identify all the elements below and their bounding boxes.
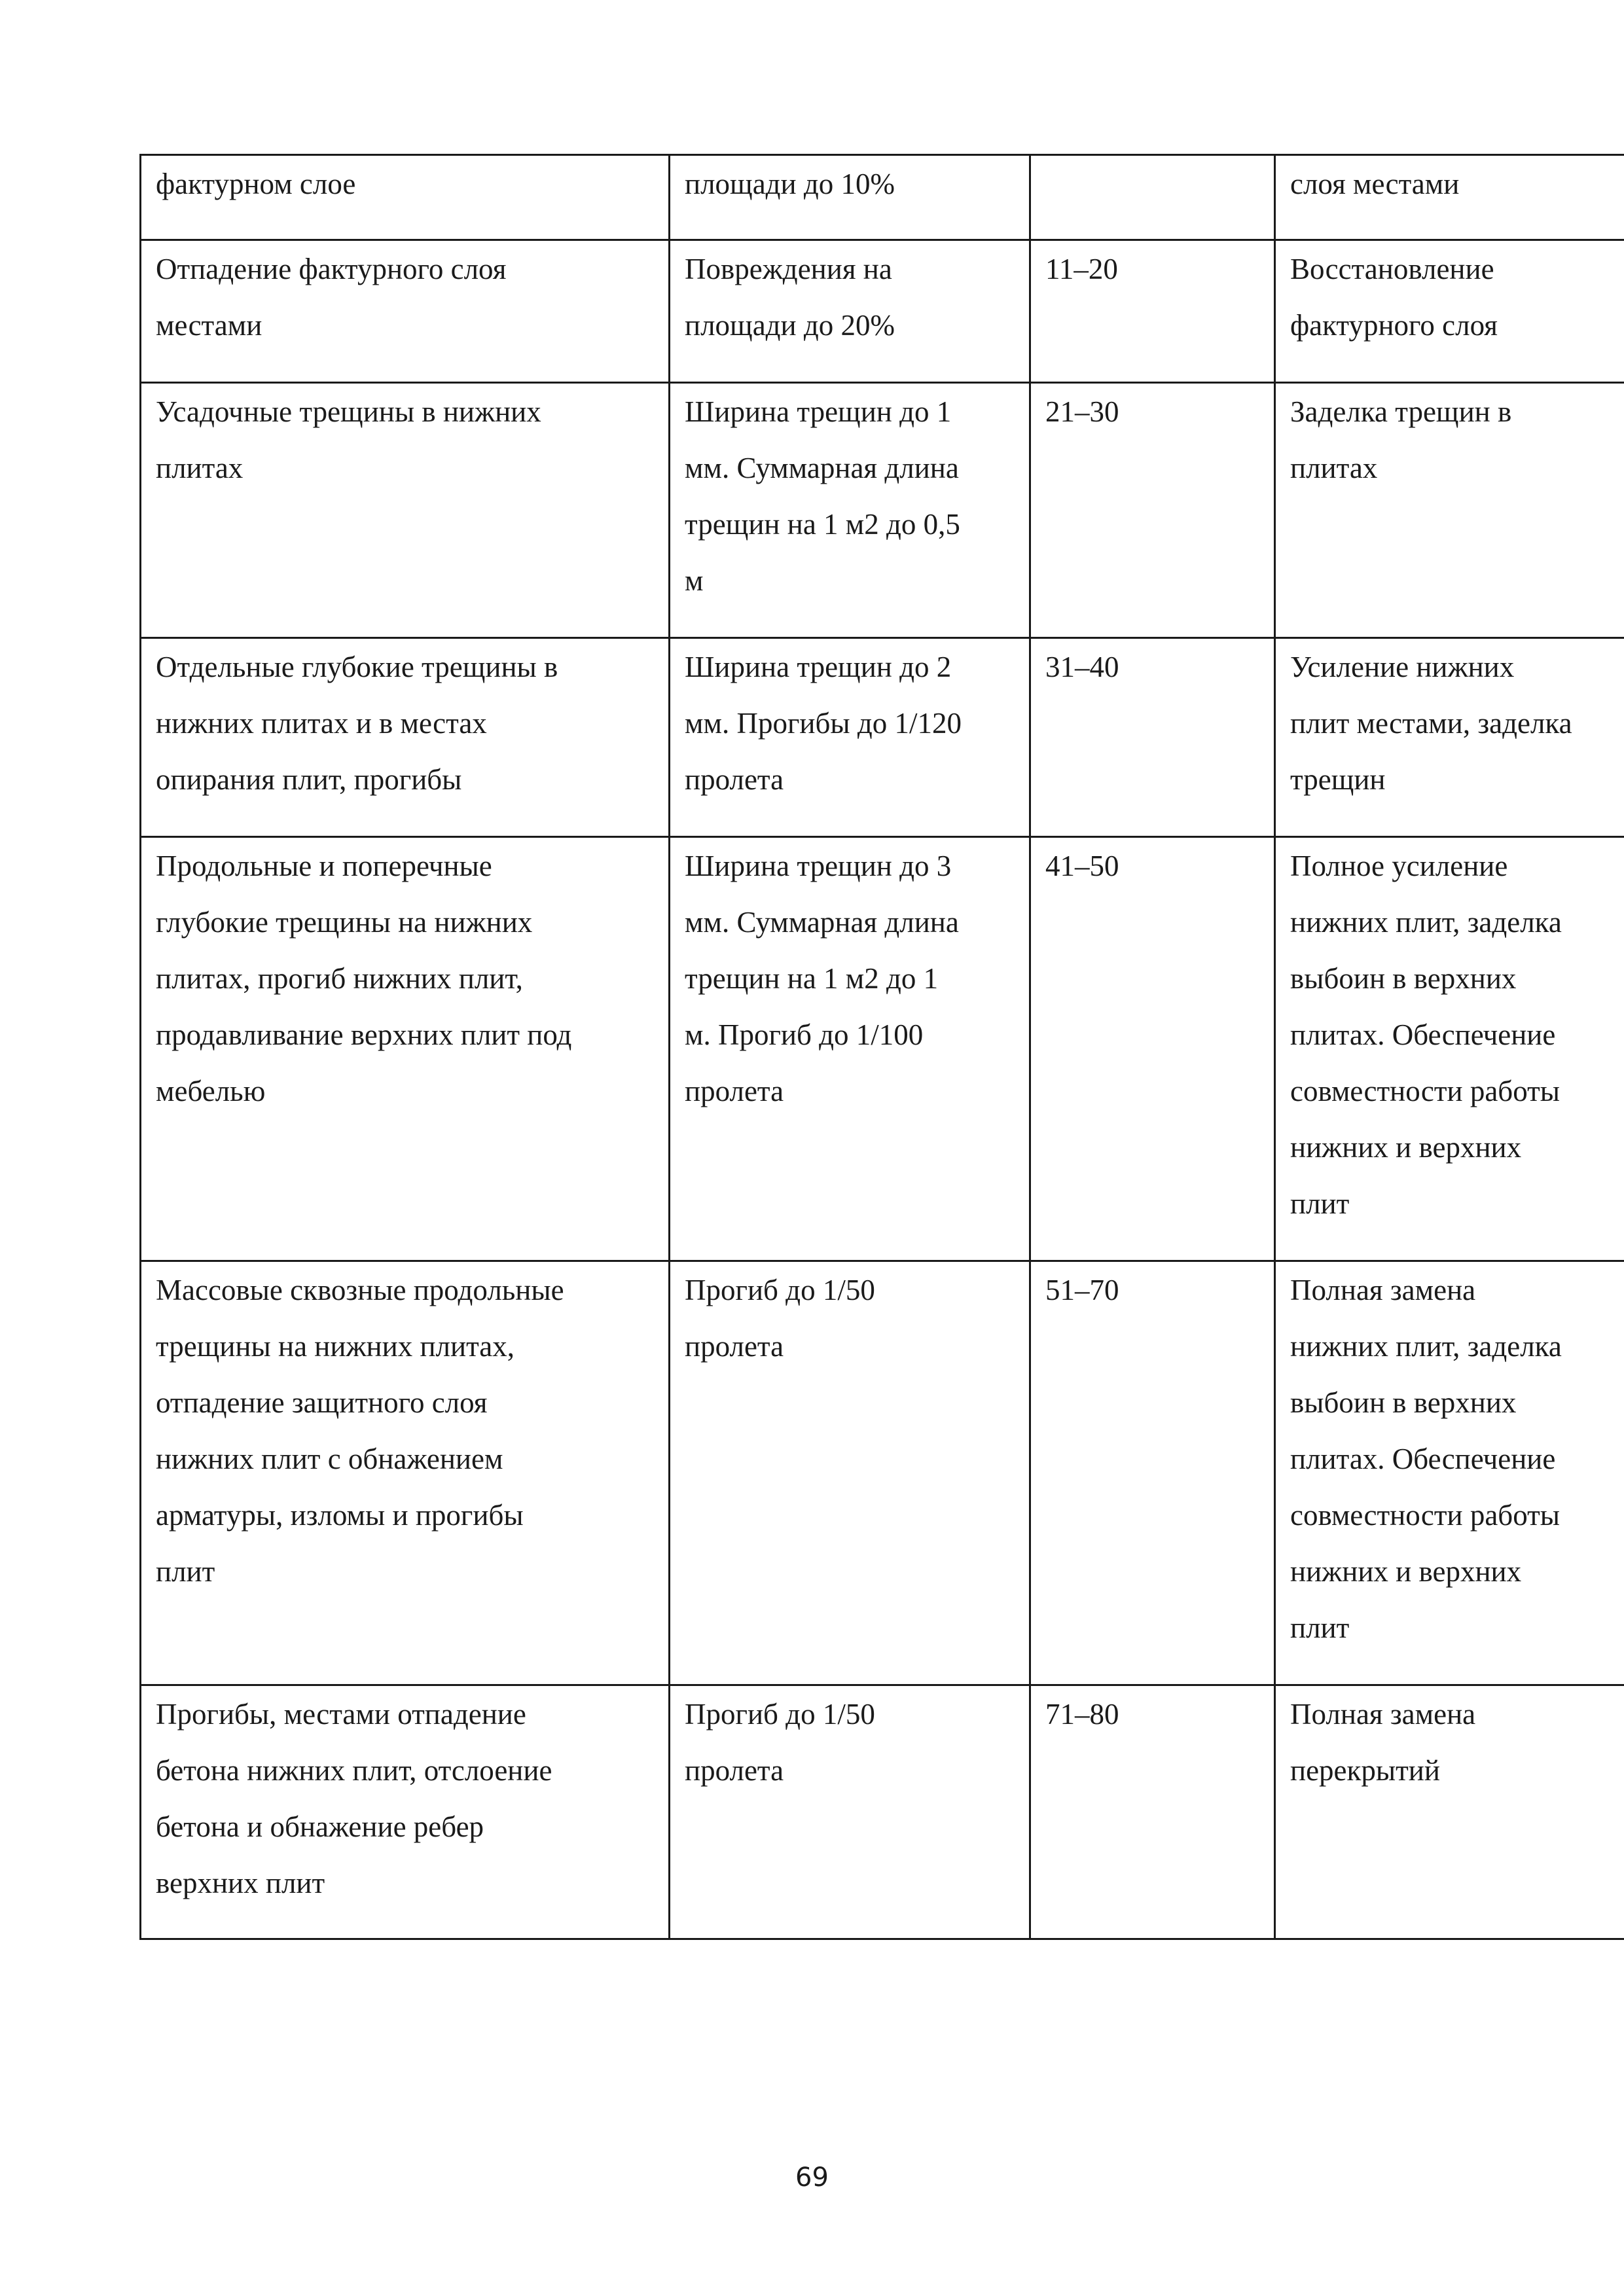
metric-text: Ширина трещин до 3 мм. Суммарная длина трещин на 1 м2 до 1 м. Прогиб до 1/100 пролета <box>685 850 959 1107</box>
defect-text: Отдельные глубокие трещины в нижних плитах и в местах опирания плит, прогибы <box>156 651 558 796</box>
wear-text: 41–50 <box>1045 850 1119 882</box>
defect-text: Прогибы, местами отпадение бетона нижних плит, отслоение бетона и обнажение ребер верхних плит <box>156 1698 552 1899</box>
metric-text: площади до 10% <box>685 168 895 200</box>
page-number: 69 <box>795 2162 829 2193</box>
wear-cell <box>1030 638 1275 837</box>
defect-cell <box>141 1261 670 1685</box>
metric-text: Прогиб до 1/50 пролета <box>685 1274 875 1363</box>
defect-text: Массовые сквозные продольные трещины на нижних плитах, отпадение защитного слоя нижних плит с обнажением арматуры, изломы и прогибы плит <box>156 1274 564 1588</box>
repair-text: Полное усиление нижних плит, заделка выбоин в верхних плитах. Обеспечение совместности работы нижних и верхних плит <box>1290 850 1562 1220</box>
metric-cell <box>670 155 1030 240</box>
defect-text: Усадочные трещины в нижних плитах <box>156 395 541 484</box>
defect-cell <box>141 240 670 383</box>
wear-text: 51–70 <box>1045 1274 1119 1306</box>
wear-assessment-table <box>139 154 1624 1940</box>
repair-text: слоя местами <box>1290 168 1460 200</box>
defect-cell <box>141 638 670 837</box>
wear-cell <box>1030 155 1275 240</box>
defect-cell <box>141 837 670 1261</box>
wear-text: 31–40 <box>1045 651 1119 683</box>
wear-cell <box>1030 1685 1275 1939</box>
defect-cell <box>141 383 670 638</box>
metric-text: Повреждения на площади до 20% <box>685 253 895 342</box>
repair-cell <box>1275 1261 1624 1685</box>
defect-text: фактурном слое <box>156 168 356 200</box>
repair-cell <box>1275 1685 1624 1939</box>
repair-text: Полная замена перекрытий <box>1290 1698 1476 1787</box>
repair-text: Восстановление фактурного слоя <box>1290 253 1498 342</box>
table-row <box>141 837 1624 1261</box>
defect-text: Продольные и поперечные глубокие трещины на нижних плитах, прогиб нижних плит, продавливание верхних плит под мебелью <box>156 850 572 1107</box>
defect-cell <box>141 1685 670 1939</box>
repair-cell <box>1275 240 1624 383</box>
metric-text: Ширина трещин до 2 мм. Прогибы до 1/120 пролета <box>685 651 962 796</box>
metric-cell <box>670 240 1030 383</box>
table-row <box>141 638 1624 837</box>
wear-cell <box>1030 383 1275 638</box>
repair-text: Полная замена нижних плит, заделка выбоин в верхних плитах. Обеспечение совместности работы нижних и верхних плит <box>1290 1274 1562 1644</box>
metric-cell <box>670 1685 1030 1939</box>
repair-cell <box>1275 837 1624 1261</box>
metric-cell <box>670 383 1030 638</box>
table-row <box>141 1685 1624 1939</box>
repair-text: Усиление нижних плит местами, заделка трещин <box>1290 651 1572 796</box>
metric-cell <box>670 837 1030 1261</box>
table-row <box>141 240 1624 383</box>
wear-text: 71–80 <box>1045 1698 1119 1731</box>
repair-cell <box>1275 638 1624 837</box>
wear-cell <box>1030 1261 1275 1685</box>
table-row <box>141 155 1624 240</box>
defect-cell <box>141 155 670 240</box>
metric-text: Ширина трещин до 1 мм. Суммарная длина трещин на 1 м2 до 0,5 м <box>685 395 960 597</box>
table-row <box>141 383 1624 638</box>
defect-text: Отпадение фактурного слоя местами <box>156 253 507 342</box>
repair-text: Заделка трещин в плитах <box>1290 395 1512 484</box>
metric-cell <box>670 638 1030 837</box>
table-row <box>141 1261 1624 1685</box>
wear-text: 11–20 <box>1045 253 1118 285</box>
wear-cell <box>1030 240 1275 383</box>
wear-cell <box>1030 837 1275 1261</box>
metric-text: Прогиб до 1/50 пролета <box>685 1698 875 1787</box>
repair-cell <box>1275 155 1624 240</box>
repair-cell <box>1275 383 1624 638</box>
metric-cell <box>670 1261 1030 1685</box>
wear-text: 21–30 <box>1045 395 1119 428</box>
